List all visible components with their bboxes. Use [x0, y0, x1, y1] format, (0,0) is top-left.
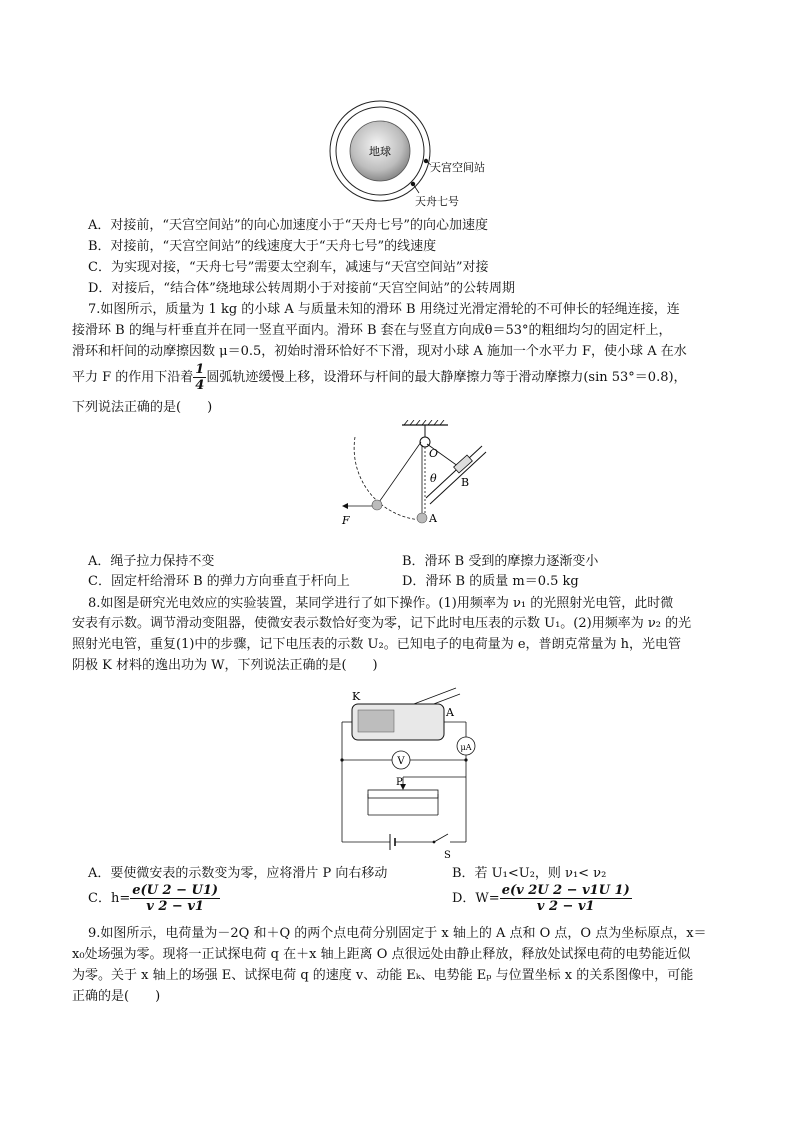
q9-stem-line1: 9.如图所示，电荷量为－2Q 和＋Q 的两个点电荷分别固定于 x 轴上的 A 点和 O 点，O 点为坐标原点，x＝ — [88, 926, 707, 941]
label-p: P — [396, 777, 403, 788]
q8-option-d-fraction — [500, 883, 632, 914]
q8-option-d-prefix: D．W= — [452, 891, 500, 906]
q8-option-d — [452, 883, 632, 914]
switch-s — [434, 834, 448, 842]
label-v: V — [397, 756, 405, 767]
label-f: F — [342, 514, 350, 527]
label-k: K — [352, 690, 361, 703]
q8-option-b: B．若 U₁<U₂，则 ν₁< ν₂ — [452, 866, 607, 881]
ball-a — [417, 513, 427, 523]
label-b: B — [461, 476, 470, 489]
q7-line4-b: 圆弧轨迹缓慢上移，设滑环与杆间的最大静摩擦力等于滑动摩擦力(sin 53°＝0.8)， — [206, 370, 687, 385]
label-microamp: μA — [460, 743, 472, 752]
q8-stem-line1: 8.如图是研究光电效应的实验装置，某同学进行了如下操作。(1)用频率为 ν₁ 的光照射光电管，此时微 — [88, 596, 674, 611]
q8-option-d-den: v 2 − v1 — [536, 899, 595, 914]
q8-option-c-prefix: C．h= — [88, 891, 131, 906]
q8-option-c-num: e(U 2 − U1) — [132, 883, 219, 898]
q6-option-b: B．对接前，“天宫空间站”的线速度大于“天舟七号”的线速度 — [88, 239, 437, 254]
quarter-fraction — [193, 362, 206, 393]
q8-option-c-fraction — [130, 883, 220, 914]
q6-option-d: D．对接后，“结合体”绕地球公转周期小于对接前“天宫空间站”的公转周期 — [88, 281, 516, 296]
q7-stem-line4 — [72, 362, 687, 393]
q7-option-d: D．滑环 B 的质量 m＝0.5 kg — [402, 574, 579, 589]
q8-stem-line3: 照射光电管，重复(1)中的步骤，记下电压表的示数 U₂。已知电子的电荷量为 e，普朗克常量为 h，光电管 — [72, 637, 682, 652]
q7-stem-line2: 接滑环 B 的绳与杆垂直并在同一竖直平面内。滑环 B 套在与竖直方向成θ＝53°的粗细均匀的固定杆上， — [72, 323, 672, 338]
q8-stem-line2: 安表有示数。调节滑动变阻器，使微安表示数恰好变为零，记下此时电压表的示数 U₁。(2)用频率为 ν₂ 的光 — [72, 616, 692, 631]
q9-stem-line3: 为零。关于 x 轴上的场强 E、试探电荷 q 的速度 v、动能 Eₖ、电势能 Eₚ 与位置坐标 x 的关系图像中，可能 — [72, 968, 694, 983]
q6-option-c: C．为实现对接，“天舟七号”需要太空刹车，减速与“天宫空间站”对接 — [88, 260, 489, 275]
q7-option-c: C．固定杆给滑环 B 的弹力方向垂直于杆向上 — [88, 574, 350, 589]
station-label: 天宫空间站 — [430, 161, 485, 174]
fraction-denominator: 4 — [195, 378, 205, 393]
q7-stem-line5: 下列说法正确的是( ) — [72, 400, 213, 415]
q8-option-c-den: v 2 − v1 — [146, 899, 204, 914]
q8-stem-line4: 阴极 K 材料的逸出功为 W，下列说法正确的是( ) — [72, 658, 378, 673]
pulley-figure — [330, 420, 500, 530]
q6-option-a: A．对接前，“天宫空间站”的向心加速度小于“天舟七号”的向心加速度 — [88, 218, 488, 233]
earth-label: 地球 — [369, 145, 391, 158]
photoelectric-circuit-figure — [338, 680, 488, 860]
q9-stem-line4: 正确的是( ) — [72, 989, 161, 1004]
q9-stem-line2: x₀处场强为零。现将一正试探电荷 q 在＋x 轴上距离 O 点很远处由静止释放，释放处试探电荷的电势能近似 — [72, 947, 691, 962]
q7-line4-a: 平力 F 的作用下沿着 — [72, 370, 194, 385]
q7-option-b: B．滑环 B 受到的摩擦力逐渐变小 — [402, 554, 599, 569]
q7-stem-line1: 7.如图所示，质量为 1 kg 的小球 A 与质量未知的滑环 B 用绕过光滑定滑轮的不可伸长的轻绳连接，连 — [88, 302, 680, 317]
label-a-electrode: A — [446, 706, 454, 719]
ring-b — [454, 455, 473, 473]
ship-label: 天舟七号 — [415, 195, 459, 208]
label-theta: θ — [430, 472, 437, 485]
label-s: S — [444, 850, 451, 860]
q7-option-a: A．绳子拉力保持不变 — [88, 554, 215, 569]
rheostat — [368, 790, 438, 798]
q8-option-d-num: e(v 2U 2 − v1U 1) — [501, 883, 630, 898]
orbit-figure — [325, 95, 505, 213]
ball-moved — [372, 500, 382, 510]
q8-option-a: A．要使微安表的示数变为零，应将滑片 P 向右移动 — [88, 866, 388, 881]
q8-option-c — [88, 883, 220, 914]
label-o: O — [429, 447, 439, 460]
q7-stem-line3: 滑环和杆间的动摩擦因数 μ＝0.5，初始时滑环恰好不下滑，现对小球 A 施加一个水平力 F，使小球 A 在水 — [72, 344, 687, 359]
fraction-numerator: 1 — [195, 362, 205, 377]
label-a: A — [429, 512, 437, 525]
arc-path — [354, 437, 422, 520]
